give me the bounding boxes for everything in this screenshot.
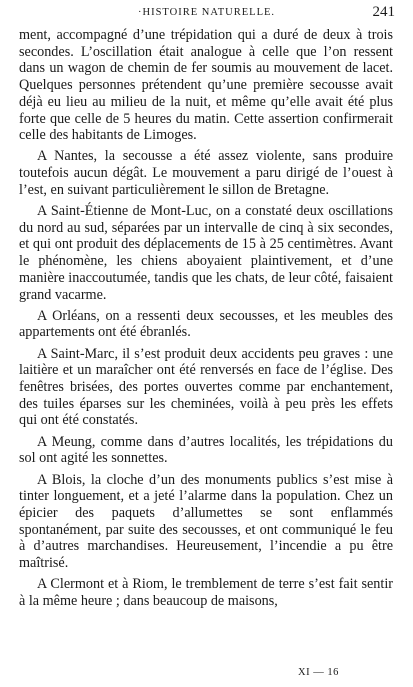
signature-mark: XI — 16: [298, 667, 339, 678]
paragraph: ment, accompagné d’une trépidation qui a duré de deux à trois secondes. L’oscillation était analogue à celle que l’on ressent dans un wagon de chemin de fer soumis au mouvement de lacet. Quelques personnes prétendent qu’une première secousse avait déjà eu lieu au milieu de la nuit, et même qu’elle avait été plus forte que celle de 5 heures du matin. Cette assertion confirmerait celle des habitants de Limoges.: [19, 27, 393, 144]
paragraph: A Nantes, la secousse a été assez violente, sans produire toutefois aucun dégât. Le mouvement a paru dirigé de l’ouest à l’est, en suivant particulièrement le sillon de Bretagne.: [19, 148, 393, 198]
paragraph: A Meung, comme dans d’autres localités, les trépidations du sol ont agité les sonnettes.: [19, 433, 393, 467]
paragraph: A Orléans, on a ressenti deux secousses, et les meubles des appartements ont été ébranlés.: [19, 307, 393, 341]
page-number: 241: [372, 4, 395, 20]
running-title: ·HISTOIRE NATURELLE.: [138, 7, 276, 18]
paragraph: A Saint-Marc, il s’est produit deux accidents peu graves : une laitière et un maraîcher ont été renversés en face de l’église. Des fenêtres brisées, des portes ouvertes comme par enchantement, des tuiles éparses sur les cheminées, voilà à peu près les effets qui ont été constatés.: [19, 345, 393, 429]
running-head: [0, 4, 413, 22]
paragraph: A Saint-Étienne de Mont-Luc, on a constaté deux oscillations du nord au sud, séparées par un intervalle de cinq à six secondes, et qui ont produit des déplacements de 15 à 25 centimètres. Avant le phénomène, les chiens aboyaient plaintivement, et d’une manière inaccoutumée, tandis que les chats, de leur côté, faisaient grand vacarme.: [19, 203, 393, 303]
paragraph: A Blois, la cloche d’un des monuments publics s’est mise à tinter longuement, et a jeté l’alarme dans la population. Chez un épicier des paquets d’allumettes se sont enflammés spontanément, par suite des secousses, et ont communiqué le feu à d’autres marchandises. Heureusement, l’incendie a pu être maîtrisé.: [19, 471, 393, 572]
body-text: [19, 27, 393, 614]
paragraph: A Clermont et à Riom, le tremblement de terre s’est fait sentir à la même heure ; dans beaucoup de maisons,: [19, 576, 393, 609]
